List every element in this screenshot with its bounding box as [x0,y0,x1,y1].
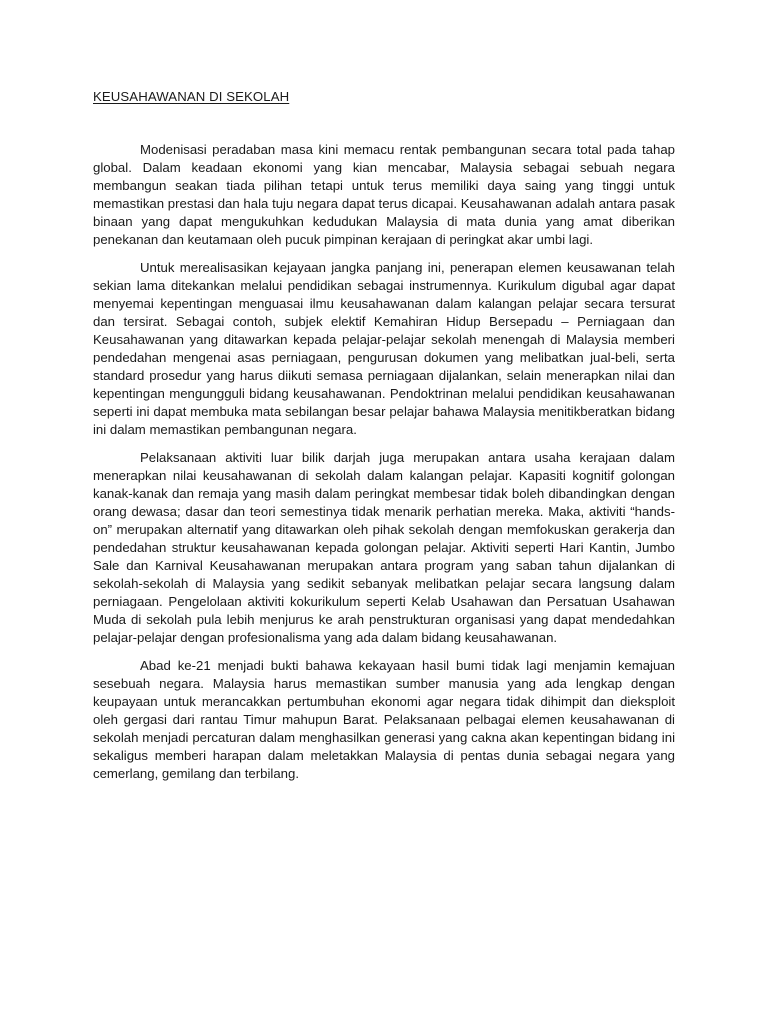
paragraph-4: Abad ke-21 menjadi bukti bahawa kekayaan hasil bumi tidak lagi menjamin kemajuan sesebuah negara. Malaysia harus memastikan sumber manusia yang ada lengkap dengan keupayaan untuk merancakkan pertumbuhan ekonomi agar negara tidak dihimpit dan dieksploit oleh gergasi dari rantau Timur mahupun Barat. Pelaksanaan pelbagai elemen keusahawanan di sekolah menjadi percaturan dalam menghasilkan generasi yang cakna akan kepentingan bidang ini sekaligus memberi harapan dalam meletakkan Malaysia di pentas dunia sebagai negara yang cemerlang, gemilang dan terbilang. [93,657,675,782]
document-title: KEUSAHAWANAN DI SEKOLAH [93,89,290,104]
paragraph-3: Pelaksanaan aktiviti luar bilik darjah juga merupakan antara usaha kerajaan dalam menerapkan nilai keusahawanan di sekolah dalam kalangan pelajar. Kapasiti kognitif golongan kanak-kanak dan remaja yang masih dalam peringkat membesar tidak boleh dibandingkan dengan orang dewasa; dasar dan teori semestinya tidak menarik perhatian mereka. Maka, aktiviti “hands-on” merupakan alternatif yang ditawarkan oleh pihak sekolah dengan memfokuskan gerakerja dan pendedahan struktur keusahawanan kepada golongan pelajar. Aktiviti seperti Hari Kantin, Jumbo Sale dan Karnival Keusahawanan merupakan antara program yang saban tahun dijalankan di sekolah-sekolah di Malaysia yang sedikit sebanyak melibatkan pelajar secara langsung dalam perniagaan. Pengelolaan aktiviti kokurikulum seperti Kelab Usahawan dan Persatuan Usahawan Muda di sekolah pula lebih menjurus ke arah penstrukturan organisasi yang dapat mendedahkan pelajar-pelajar dengan profesionalisma yang ada dalam bidang keusahawanan. [93,449,675,646]
paragraph-2: Untuk merealisasikan kejayaan jangka panjang ini, penerapan elemen keusawanan telah sekian lama ditekankan melalui pendidikan sebagai instrumennya. Kurikulum digubal agar dapat menyemai kepentingan menguasai ilmu keusahawanan dalam kalangan pelajar secara tersurat dan tersirat. Sebagai contoh, subjek elektif Kemahiran Hidup Bersepadu – Perniagaan dan Keusahawanan yang ditawarkan kepada pelajar-pelajar sekolah menengah di Malaysia memberi pendedahan mengenai asas perniagaan, pengurusan dokumen yang melibatkan jual-beli, serta standard prosedur yang harus diikuti semasa perniagaan dijalankan, selain menerapkan nilai dan kepentingan mengungguli bidang keusahawanan. Pendoktrinan melalui pendidikan keusahawanan seperti ini dapat membuka mata sebilangan besar pelajar bahawa Malaysia menitikberatkan bidang ini dalam memastikan pembangunan negara. [93,259,675,438]
document-page [93,88,675,792]
paragraph-1: Modenisasi peradaban masa kini memacu rentak pembangunan secara total pada tahap global. Dalam keadaan ekonomi yang kian mencabar, Malaysia sebagai sebuah negara membangun seakan tiada pilihan tetapi untuk terus memiliki daya saing yang tinggi untuk memastikan prestasi dan hala tuju negara dapat terus dicapai. Keusahawanan adalah antara pasak binaan yang dapat mengukuhkan kedudukan Malaysia di mata dunia yang amat diberikan penekanan dan keutamaan oleh pucuk pimpinan kerajaan di peringkat akar umbi lagi. [93,142,675,248]
